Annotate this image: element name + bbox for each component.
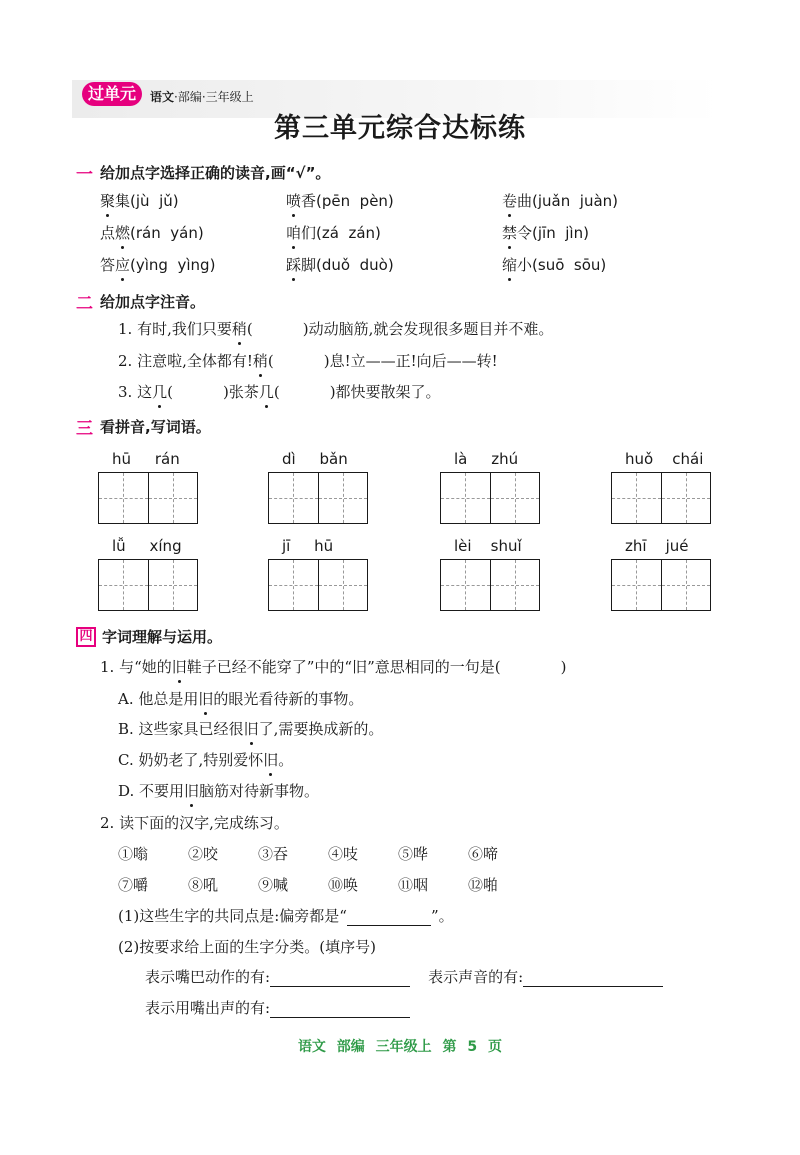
pinyin-label: lǚ xíng bbox=[112, 537, 182, 555]
writing-cell[interactable] bbox=[612, 473, 662, 523]
word-char: 曲 bbox=[517, 192, 533, 210]
q1-text: 1. 与“她的 bbox=[100, 658, 172, 676]
option-c bbox=[118, 749, 293, 770]
pinyin-options[interactable]: (yìng yìng) bbox=[130, 256, 216, 274]
pinyin-options[interactable]: (rán yán) bbox=[130, 224, 204, 242]
word-char: 香 bbox=[301, 192, 317, 210]
s2-text: 1. 有时,我们只要 bbox=[118, 320, 232, 338]
q1-text: 鞋子已经不能穿了”中的“旧”意思相同的一句是( bbox=[186, 658, 501, 676]
dotted-char: 燃 bbox=[115, 224, 131, 242]
pronunciation-item[interactable] bbox=[100, 254, 215, 275]
section-4-heading bbox=[76, 626, 222, 647]
classify-label: 表示用嘴出声的有: bbox=[145, 999, 271, 1017]
pinyin-options[interactable]: (jù jǔ) bbox=[130, 192, 179, 210]
writing-cell[interactable] bbox=[612, 560, 662, 610]
dotted-char: 踩 bbox=[286, 256, 302, 274]
pinyin-label: zhī jué bbox=[625, 537, 689, 555]
dotted-char: 旧 bbox=[184, 782, 200, 800]
pinyin-options[interactable]: (pēn pèn) bbox=[316, 192, 394, 210]
numbered-char: ④吱 bbox=[328, 845, 359, 863]
pronunciation-item[interactable] bbox=[502, 222, 589, 243]
pronunciation-item[interactable] bbox=[502, 190, 618, 211]
numbered-char: ⑫啪 bbox=[468, 876, 499, 894]
writing-cell[interactable] bbox=[491, 560, 540, 610]
writing-cell[interactable] bbox=[441, 560, 491, 610]
pinyin-options[interactable]: (suō sōu) bbox=[532, 256, 607, 274]
word-char: 脚 bbox=[301, 256, 317, 274]
dotted-char: 卷 bbox=[502, 192, 518, 210]
dotted-char: 咱 bbox=[286, 224, 302, 242]
tianzige-box[interactable] bbox=[268, 559, 368, 611]
writing-cell[interactable] bbox=[99, 473, 149, 523]
s2-paren: ( bbox=[267, 352, 274, 370]
numbered-char: ⑩唤 bbox=[328, 876, 359, 894]
dotted-char: 稍 bbox=[231, 320, 247, 338]
option-b bbox=[118, 718, 383, 739]
pinyin-options[interactable]: (jīn jìn) bbox=[532, 224, 589, 242]
pinyin-label: hū rán bbox=[112, 450, 180, 468]
tianzige-box[interactable] bbox=[98, 559, 198, 611]
section-number: 三 bbox=[76, 419, 93, 439]
s2-paren: ( bbox=[246, 320, 253, 338]
page-footer: 语文 部编 三年级上 第 5 页 bbox=[297, 1039, 503, 1055]
option-text: A. 他总是用 bbox=[118, 690, 199, 708]
answer-blank[interactable] bbox=[523, 968, 663, 987]
numbered-char: ⑥啼 bbox=[468, 845, 499, 863]
writing-cell[interactable] bbox=[319, 473, 368, 523]
option-text: 。 bbox=[278, 751, 294, 769]
section-1-heading bbox=[76, 160, 330, 185]
section-title: 给加点字注音。 bbox=[100, 293, 206, 311]
pronunciation-item[interactable] bbox=[100, 222, 204, 243]
option-d bbox=[118, 780, 319, 801]
answer-blank[interactable] bbox=[270, 968, 410, 987]
option-text: 了,需要换成新的。 bbox=[258, 720, 384, 738]
classify-row-1 bbox=[145, 966, 663, 987]
option-text: C. 奶奶老了,特别爱怀 bbox=[118, 751, 264, 769]
section-2-heading bbox=[76, 289, 205, 314]
dotted-char: 旧 bbox=[171, 658, 187, 676]
pronunciation-item[interactable] bbox=[286, 222, 381, 243]
section-number: 四 bbox=[76, 627, 96, 647]
q1-close: ) bbox=[560, 658, 567, 676]
pinyin-options[interactable]: (duǒ duò) bbox=[316, 256, 394, 274]
pinyin-options[interactable]: (juǎn juàn) bbox=[532, 192, 619, 210]
page-title: 第三单元综合达标练 bbox=[274, 113, 526, 144]
sub1-text: ”。 bbox=[430, 907, 454, 925]
word-char: 点 bbox=[100, 224, 116, 242]
pronunciation-item[interactable] bbox=[286, 190, 394, 211]
numbered-char: ⑦嚼 bbox=[118, 876, 149, 894]
numbered-char: ⑧吼 bbox=[188, 876, 219, 894]
numbered-char: ⑪咽 bbox=[398, 876, 429, 894]
dotted-char: 几 bbox=[258, 383, 274, 401]
section-3-heading bbox=[76, 414, 211, 439]
section-title: 给加点字选择正确的读音,画“√”。 bbox=[100, 164, 331, 182]
pinyin-label: lèi shuǐ bbox=[454, 537, 522, 555]
dotted-char: 旧 bbox=[198, 690, 214, 708]
section-title: 字词理解与运用。 bbox=[102, 628, 223, 646]
word-char: 答 bbox=[100, 256, 116, 274]
dotted-char: 旧 bbox=[243, 720, 259, 738]
s2-text: )动动脑筋,就会发现很多题目并不难。 bbox=[302, 320, 554, 338]
s2-text: )都快要散架了。 bbox=[329, 383, 441, 401]
book-info bbox=[150, 88, 254, 105]
tianzige-box[interactable] bbox=[268, 472, 368, 524]
sub1-text: (1)这些生字的共同点是:偏旁都是“ bbox=[118, 907, 347, 925]
pronunciation-item[interactable] bbox=[286, 254, 394, 275]
dotted-char: 应 bbox=[115, 256, 131, 274]
numbered-char: ⑤哗 bbox=[398, 845, 429, 863]
s2-paren: ( bbox=[167, 383, 173, 401]
numbered-char: ①嗡 bbox=[118, 845, 149, 863]
answer-blank[interactable] bbox=[270, 999, 410, 1018]
writing-cell[interactable] bbox=[662, 473, 711, 523]
pinyin-label: jī hū bbox=[282, 537, 334, 555]
option-a bbox=[118, 688, 363, 709]
s2-item-1 bbox=[118, 318, 553, 339]
unit-badge: 过单元 bbox=[82, 82, 142, 106]
s2-item-3 bbox=[118, 381, 441, 402]
s2-text: )息!立——正!向后——转! bbox=[323, 352, 498, 370]
sub-question-1 bbox=[118, 905, 454, 926]
pinyin-options[interactable]: (zá zán) bbox=[316, 224, 381, 242]
pinyin-label: là zhú bbox=[454, 450, 519, 468]
pinyin-label: dì bǎn bbox=[282, 450, 348, 468]
writing-cell[interactable] bbox=[269, 560, 319, 610]
tianzige-box[interactable] bbox=[440, 472, 540, 524]
dotted-char: 禁 bbox=[502, 224, 518, 242]
dotted-char: 稍 bbox=[252, 352, 268, 370]
dotted-char: 几 bbox=[152, 383, 168, 401]
word-char: 小 bbox=[517, 256, 533, 274]
book-edition: ·部编·三年级上 bbox=[174, 90, 254, 104]
writing-cell[interactable] bbox=[662, 560, 711, 610]
option-text: 脑筋对待新事物。 bbox=[199, 782, 320, 800]
classify-row-2 bbox=[145, 997, 410, 1018]
s2-item-2 bbox=[118, 350, 498, 371]
writing-cell[interactable] bbox=[319, 560, 368, 610]
tianzige-box[interactable] bbox=[98, 472, 198, 524]
pronunciation-item[interactable] bbox=[502, 254, 606, 275]
tianzige-box[interactable] bbox=[440, 559, 540, 611]
s2-text: 2. 注意啦,全体都有! bbox=[118, 352, 253, 370]
writing-cell[interactable] bbox=[99, 560, 149, 610]
option-text: D. 不要用 bbox=[118, 782, 185, 800]
dotted-char: 喷 bbox=[286, 192, 302, 210]
option-text: B. 这些家具已经很 bbox=[118, 720, 244, 738]
word-char: 令 bbox=[517, 224, 533, 242]
dotted-char: 聚 bbox=[100, 192, 116, 210]
classify-label: 表示声音的有: bbox=[428, 968, 524, 986]
subject-label: 语文 bbox=[150, 90, 175, 104]
section-number: 一 bbox=[76, 165, 93, 185]
section-title: 看拼音,写词语。 bbox=[100, 418, 211, 436]
tianzige-box[interactable] bbox=[611, 559, 711, 611]
option-text: 的眼光看待新的事物。 bbox=[213, 690, 364, 708]
tianzige-box[interactable] bbox=[611, 472, 711, 524]
pinyin-label: huǒ chái bbox=[625, 450, 704, 468]
word-char: 们 bbox=[301, 224, 317, 242]
dotted-char: 缩 bbox=[502, 256, 518, 274]
section-number: 二 bbox=[76, 294, 93, 314]
pronunciation-item[interactable] bbox=[100, 190, 179, 211]
sub-question-2: (2)按要求给上面的生字分类。(填序号) bbox=[118, 938, 376, 956]
s2-text: )张茶 bbox=[222, 383, 259, 401]
classify-label: 表示嘴巴动作的有: bbox=[145, 968, 271, 986]
word-char: 集 bbox=[115, 192, 131, 210]
dotted-char: 旧 bbox=[263, 751, 279, 769]
writing-cell[interactable] bbox=[491, 473, 540, 523]
numbered-char: ⑨喊 bbox=[258, 876, 289, 894]
numbered-char: ②咬 bbox=[188, 845, 219, 863]
numbered-char: ③吞 bbox=[258, 845, 289, 863]
writing-cell[interactable] bbox=[269, 473, 319, 523]
s4-question-1 bbox=[100, 656, 567, 677]
writing-cell[interactable] bbox=[149, 473, 198, 523]
answer-blank[interactable] bbox=[347, 907, 431, 926]
s4-question-2: 2. 读下面的汉字,完成练习。 bbox=[100, 814, 289, 832]
s2-paren: ( bbox=[273, 383, 280, 401]
writing-cell[interactable] bbox=[441, 473, 491, 523]
writing-cell[interactable] bbox=[149, 560, 198, 610]
s2-text: 3. 这 bbox=[118, 383, 153, 401]
